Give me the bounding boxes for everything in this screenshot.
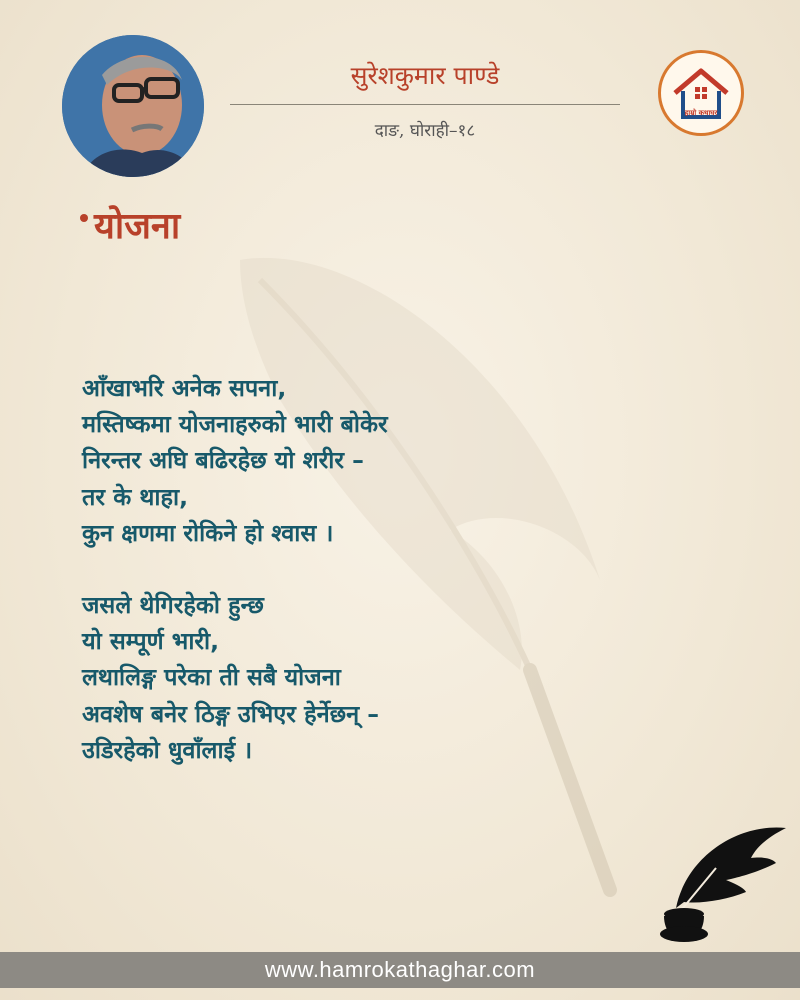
poem-line: जसले थेगिरहेको हुन्छ [82,591,264,620]
poem-line: आँखाभरि अनेक सपना, [82,374,287,402]
poem-body [82,370,642,804]
poem-title-wrap [80,200,180,249]
footer-url[interactable]: www.hamrokathaghar.com [0,952,800,988]
poem-line: अवशेष बनेर ठिङ्ग उभिएर हेर्नेछन् – [82,699,380,728]
house-logo-icon [658,50,744,136]
poem-line: निरन्तर अघि बढिरहेछ यो शरीर – [82,446,364,475]
poem-line: तर के थाहा, [82,482,189,511]
title-bullet [80,214,88,222]
poem-line: लथालिङ्ग परेका ती सबै योजना [82,663,341,692]
stanza [82,587,642,768]
poem-line: कुन क्षणमा रोकिने हो श्वास । [82,518,334,547]
poem-line: यो सम्पूर्ण भारी, [82,627,220,656]
logo-text: हाम्रो कथाघर [684,109,718,117]
author-name: सुरेशकुमार पाण्डे [350,61,500,90]
author-location: दाङ, घोराही–१८ [374,121,476,141]
author-photo [62,35,204,177]
quill-inkpot-icon [656,818,788,952]
poem-line: मस्तिष्कमा योजनाहरुको भारी बोकेर [82,410,388,439]
stanza [82,370,642,551]
poem-title: योजना [94,206,181,247]
poem-line: उडिरहेको धुवाँलाई । [82,735,253,764]
header-divider [230,104,620,105]
